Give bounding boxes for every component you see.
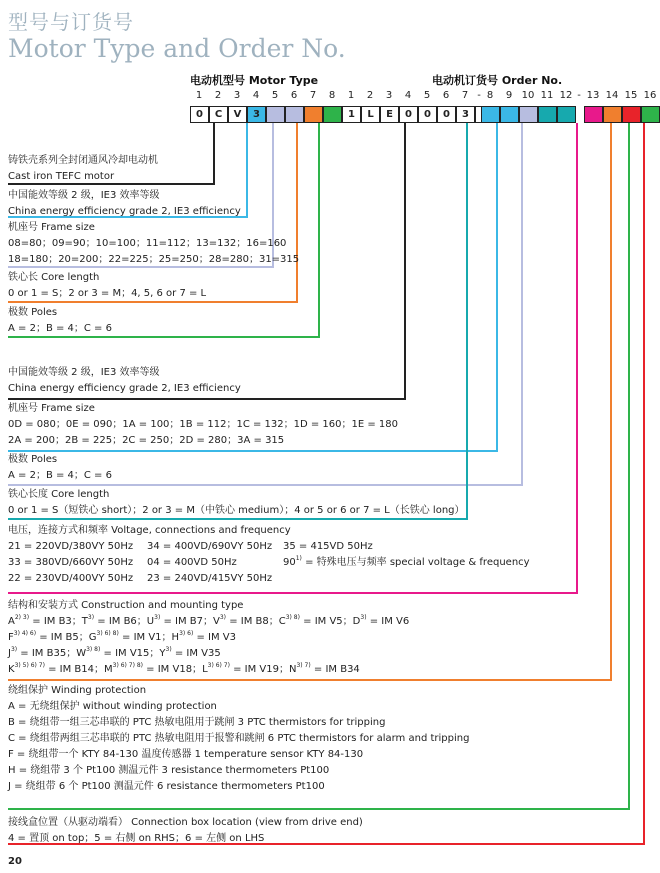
position-number: 9: [505, 90, 513, 101]
connector-line: [213, 123, 215, 183]
block-winding-protection: 绕组保护 Winding protection A = 无绕组保护 without winding protection B = 绕组带一组三芯串联的 PTC 热敏电阻用于跳闸 3 PTC thermistors for tripping C = 绕组带两组三芯串联的 PTC 热敏电阻用于报警和跳闸 6 PTC thermistors for alarm and tripping F = 绕组带一个 KTY 84-130 温度传感器 1 temperature sensor KTY 84-130 H = 绕组带 3 个 Pt100 测温元件 3 resistance thermometers Pt100 J = 绕组带 6 个 Pt100 测温元件 6 resistance thermometers Pt100: [8, 685, 470, 792]
position-number: 5: [423, 90, 431, 101]
order-code-cell: [603, 106, 622, 123]
mounting-code: C: [278, 616, 286, 627]
block-voltage: 电压，连接方式和频率 Voltage, connections and frequency: [8, 525, 291, 536]
connector-line: [296, 123, 298, 301]
voltage-col-2: 34 = 400VD/690VY 50Hz 04 = 400VD 50Hz 23 = 240VD/415VY 50Hz: [147, 541, 273, 584]
connector-line: [8, 808, 630, 810]
motor-type-cell: 0: [190, 106, 209, 123]
connector-line: [496, 123, 498, 450]
connector-line: [628, 123, 630, 808]
mounting-value: = IM V6: [366, 616, 410, 627]
footnote-ref: 3) 6) 7): [207, 662, 230, 669]
mounting-row: [8, 662, 409, 678]
mounting-value: = IM B14；: [44, 664, 104, 675]
footnote-ref: 3) 8): [86, 646, 101, 653]
order-prefix-cell: 0: [437, 106, 456, 123]
block-poles-2: 极数 Poles A = 2；B = 4；C = 6: [8, 454, 112, 481]
position-number: 2: [214, 90, 222, 101]
footnote-ref: 3) 6): [179, 630, 194, 637]
mounting-code: F: [8, 632, 14, 643]
block-efficiency-1: 中国能效等级 2 级，IE3 效率等级 China energy efficiency grade 2, IE3 efficiency: [8, 190, 241, 217]
connector-line: [404, 123, 406, 398]
mounting-code: L: [202, 664, 208, 675]
order-code-cell: [481, 106, 500, 123]
position-number: 5: [271, 90, 279, 101]
footnote-ref: 3): [219, 614, 227, 621]
block-efficiency-2: 中国能效等级 2 级，IE3 效率等级 China energy efficiency grade 2, IE3 efficiency: [8, 367, 241, 394]
order-prefix-cell: L: [361, 106, 380, 123]
mounting-value: = IM V18；: [143, 664, 203, 675]
footnote-ref: 3): [87, 614, 95, 621]
order-code-cell: [641, 106, 660, 123]
motor-type-label: 电动机型号 Motor Type: [190, 74, 319, 87]
connector-line: [576, 123, 578, 592]
position-number: 15: [624, 90, 638, 101]
connector-line: [643, 123, 645, 843]
mounting-code: V: [213, 616, 220, 627]
block-core-length-2: 铁心长度 Core length 0 or 1 = S（短铁心 short）；2 or 3 = M（中铁心 medium）；4 or 5 or 6 or 7 = L（长铁心 long）: [8, 489, 465, 516]
footnote-ref: 3) 5) 6) 7): [14, 662, 45, 669]
connector-line: [8, 484, 523, 486]
position-number: 1: [347, 90, 355, 101]
mounting-value: = IM V3: [193, 632, 236, 643]
mounting-value: = IM V5；: [299, 616, 353, 627]
position-number: 6: [442, 90, 450, 101]
mounting-code: N: [289, 664, 297, 675]
connector-line: [521, 123, 523, 484]
connector-line: [466, 123, 468, 518]
motor-type-cell: [323, 106, 342, 123]
order-prefix-cell: 0: [399, 106, 418, 123]
order-prefix-cell: 1: [342, 106, 361, 123]
page-number: 20: [8, 856, 22, 867]
position-number: 3: [233, 90, 241, 101]
position-number: 11: [540, 90, 554, 101]
position-number: 8: [328, 90, 336, 101]
page-title-cn: 型号与订货号: [8, 10, 134, 34]
mounting-value: = IM B5；: [36, 632, 89, 643]
voltage-col-3: 35 = 415VD 50Hz $90^{1)}$ = 特殊电压与频率 special voltage & frequency: [283, 541, 530, 568]
block-series: 铸铁壳系列全封闭通风冷却电动机 Cast iron TEFC motor: [8, 155, 158, 182]
block-frame-size-2: 机座号 Frame size 0D = 080；0E = 090；1A = 100；1B = 112；1C = 132；1D = 160；1E = 180 2A = 200；2B = 225；2C = 250；2D = 280；3A = 315: [8, 403, 399, 446]
connector-line: [8, 398, 406, 400]
footnote-ref: 3): [360, 614, 367, 621]
mounting-value: = IM B35；: [17, 648, 77, 659]
position-number: 7: [461, 90, 469, 101]
motor-type-cell: C: [209, 106, 228, 123]
order-prefix-cell: E: [380, 106, 399, 123]
block-frame-size-1: 机座号 Frame size 08=80；09=90；10=100；11=112；13=132；16=160 18=180；20=200；22=225；25=250；28=280；31=315: [8, 222, 300, 265]
order-code-cell: [500, 106, 519, 123]
position-number: 4: [252, 90, 260, 101]
mounting-code: W: [76, 648, 87, 659]
page-title-en: Motor Type and Order No.: [8, 34, 346, 63]
motor-type-cell: 3: [247, 106, 266, 123]
motor-type-cell: V: [228, 106, 247, 123]
mounting-code: K: [8, 664, 15, 675]
mounting-row: [8, 630, 409, 646]
connector-line: [8, 592, 578, 594]
mounting-value: = IM B3；: [29, 616, 82, 627]
position-number: 3: [385, 90, 393, 101]
position-number: 8: [486, 90, 494, 101]
motor-type-cell: [285, 106, 304, 123]
mounting-row: [8, 646, 409, 662]
footnote-ref: 3) 7): [296, 662, 311, 669]
mounting-value: = IM B34: [310, 664, 360, 675]
mounting-code: T: [81, 616, 88, 627]
block-core-length-1: 铁心长 Core length 0 or 1 = S；2 or 3 = M；4, 5, 6 or 7 = L: [8, 272, 207, 299]
motor-type-cell: [266, 106, 285, 123]
position-number: 6: [290, 90, 298, 101]
block-mounting: 结构和安装方式 Construction and mounting type $A^{2) 3)}$ = IM B3；$T^{3)}$ = IM B6；$U^{3)}$ = IM B7；$V^{3)}$ = IM B8；$C^{3) 8)}$ = IM V5；$D^{3)}$ = IM V6 $F^{3) 4) 6)}$ = IM B5；$G^{3) 6) 8)}$ = IM V1；$H^{3) 6)}$ = IM V3 $J^{3)}$ = IM B35；$W^{3) 8)}$ = IM V15；$Y^{3)}$ = IM V35 $K^{3) 5) 6) 7)}$ = IM B14；$M^{3) 6) 7) 8)}$ = IM V18；$L^{3) 6) 7)}$ = IM V19；$N^{3) 7)}$ = IM B34: [8, 598, 409, 678]
connector-line: [610, 123, 612, 679]
footnote-ref: 3) 8): [285, 614, 300, 621]
mounting-value: = IM B6；: [94, 616, 147, 627]
order-code-cell: [538, 106, 557, 123]
connector-line: [246, 123, 248, 216]
footnote-ref: 3) 4) 6): [13, 630, 37, 637]
mounting-row: [8, 614, 409, 630]
voltage-col-1: 21 = 220VD/380VY 50Hz 33 = 380VD/660VY 50Hz 22 = 230VD/400VY 50Hz: [8, 541, 134, 584]
order-code-cell: [557, 106, 576, 123]
position-number: 12: [559, 90, 573, 101]
connector-line: [8, 679, 612, 681]
position-number: 7: [309, 90, 317, 101]
footnote-ref: 2) 3): [14, 614, 30, 621]
position-number: 13: [586, 90, 600, 101]
position-number: 16: [643, 90, 657, 101]
mounting-value: = IM B7；: [160, 616, 214, 627]
mounting-value: = IM V35: [171, 648, 221, 659]
position-number: 2: [366, 90, 374, 101]
order-code-cell: [519, 106, 538, 123]
mounting-code: G: [88, 632, 97, 643]
mounting-value: = IM V1；: [118, 632, 172, 643]
mounting-code: Y: [159, 648, 166, 659]
block-connection-box: 接线盒位置（从驱动端看） Connection box location (view from drive end) 4 = 置顶 on top；5 = 右侧 on RHS；6 = 左侧 on LHS: [8, 817, 363, 844]
mounting-code: M: [104, 664, 113, 675]
position-dash: -: [477, 90, 481, 101]
position-number: 14: [605, 90, 619, 101]
position-number: 4: [404, 90, 412, 101]
mounting-code: J: [8, 648, 11, 659]
position-number: 1: [195, 90, 203, 101]
mounting-code: U: [146, 616, 155, 627]
mounting-value: = IM B8；: [226, 616, 279, 627]
block-poles-1: 极数 Poles A = 2；B = 4；C = 6: [8, 307, 112, 334]
footnote-ref: 3) 6) 7) 8): [112, 662, 143, 669]
motor-type-cell: [304, 106, 323, 123]
mounting-code: A: [8, 616, 15, 627]
order-code-cell: [622, 106, 641, 123]
mounting-code: H: [171, 632, 180, 643]
mounting-code: D: [352, 616, 361, 627]
order-code-cell: [584, 106, 603, 123]
footnote-ref: 3): [154, 614, 161, 621]
footnote-ref: 3): [10, 646, 18, 653]
position-dash: -: [577, 90, 581, 101]
mounting-value: = IM V15；: [100, 648, 160, 659]
footnote-ref: 3): [165, 646, 172, 653]
order-no-label: 电动机订货号 Order No.: [432, 74, 563, 87]
connector-line: [318, 123, 320, 336]
mounting-value: = IM V19；: [229, 664, 289, 675]
footnote-ref: 3) 6) 8): [96, 630, 119, 637]
order-prefix-cell: 0: [418, 106, 437, 123]
position-number: 10: [521, 90, 535, 101]
order-prefix-cell: 3: [456, 106, 475, 123]
